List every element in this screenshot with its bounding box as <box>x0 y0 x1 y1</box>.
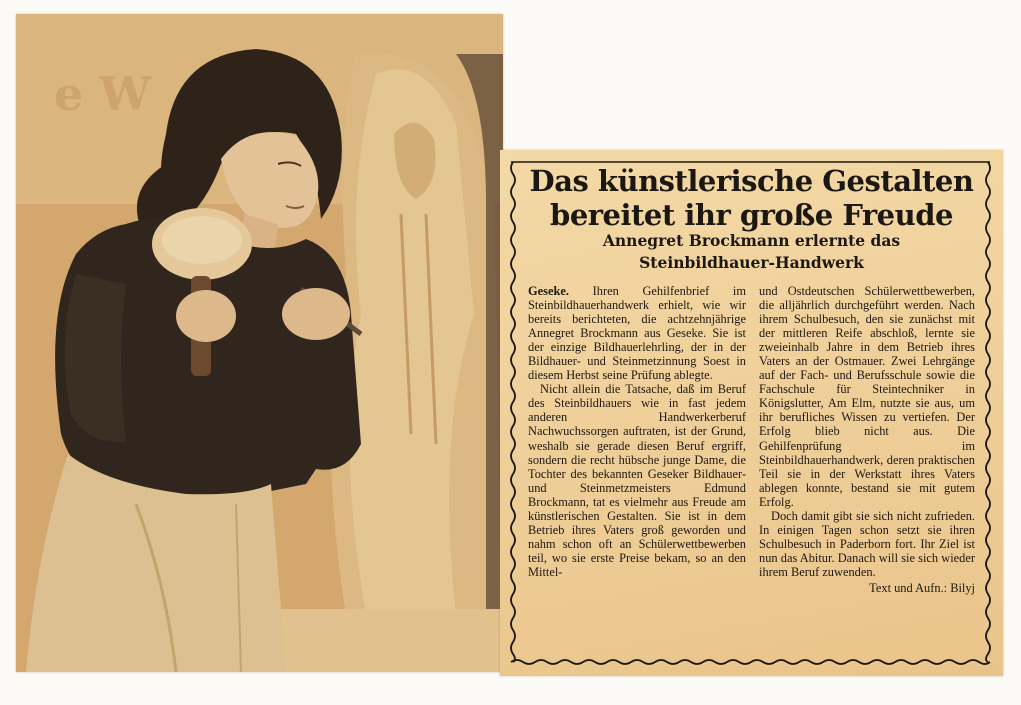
photo-illustration <box>16 14 503 672</box>
article-dateline: Geseke. <box>528 284 569 298</box>
article-column-right <box>759 284 975 595</box>
subhead-line-1: Annegret Brockmann erlernte das <box>602 231 901 250</box>
article-credit: Text und Aufn.: Bilyj <box>869 580 975 595</box>
article-paragraph: und Ostdeutschen Schülerwettbewerben, die alljährlich durchgeführt werden. Nach ihrem Schulbesuch, den sie zunächst mit der mittleren Reife abschloß, lernte sie zweieinhalb Jahre in dem Betrieb ihres Vaters an der Ostmauer. Zwei Lehrgänge auf der Fach- und Berufsschule sowie die Fachschule für Steintechniker in Königslutter, Am Elm, nutzte sie aus, um ihr berufliches Wissen zu vertiefen. Der Erfolg blieb nicht aus. Die Gehilfenprüfung im Steinbildhauerhandwerk, deren praktischen Teil sie in der Werkstatt ihres Vaters ablegen konnte, bestand sie mit gutem Erfolg. <box>759 284 975 509</box>
article-headline <box>500 164 1003 232</box>
headline-line-2: bereitet ihr große Freude <box>550 198 953 232</box>
article-column-left <box>528 284 746 579</box>
article-subheadline <box>500 230 1003 274</box>
article-credit-row <box>759 581 975 595</box>
subhead-line-2: Steinbildhauer-Handwerk <box>639 253 864 272</box>
newspaper-photo <box>16 14 503 672</box>
newspaper-article <box>500 150 1003 676</box>
article-paragraph: Doch damit gibt sie sich nicht zufrieden. In einigen Tagen schon setzt sie ihren Schulbesuch in Paderborn fort. Ihr Ziel ist nun das Abitur. Danach will sie sich wieder ihrem Beruf zuwenden. <box>759 508 975 579</box>
article-paragraph: Nicht allein die Tatsache, daß im Beruf des Steinbildhauers wie in fast jedem anderen Handwerkerberuf Nachwuchssorgen auftraten, ist der Grund, weshalb sie gerade diesen Beruf ergriff, sondern die recht hübsche junge Dame, die Tochter des bekannten Geseker Bildhauer- und Steinmetzmeisters Edmund Brockmann, tat es vielmehr aus Freude am künstlerischen Gestalten. Sie ist in dem Betrieb ihres Vaters groß geworden und nahm schon oft an Schülerwettbewerben teil, wo sie erste Preise bekam, so an den Mittel- <box>528 382 746 579</box>
article-paragraph-text: Ihren Gehilfenbrief im Steinbildhauerhandwerk erhielt, wie wir bereits berichteten, die achtzehnjährige Annegret Brockmann aus Geseke. Sie ist der einzige Bildhauerlehrling, der in der Bildhauer- und Steinmetzinnung Soest in diesem Herbst seine Prüfung ablegte. <box>528 284 746 383</box>
headline-line-1: Das künstlerische Gestalten <box>529 164 974 198</box>
article-paragraph <box>528 284 746 382</box>
photo-background-lettering: e W <box>54 67 151 121</box>
